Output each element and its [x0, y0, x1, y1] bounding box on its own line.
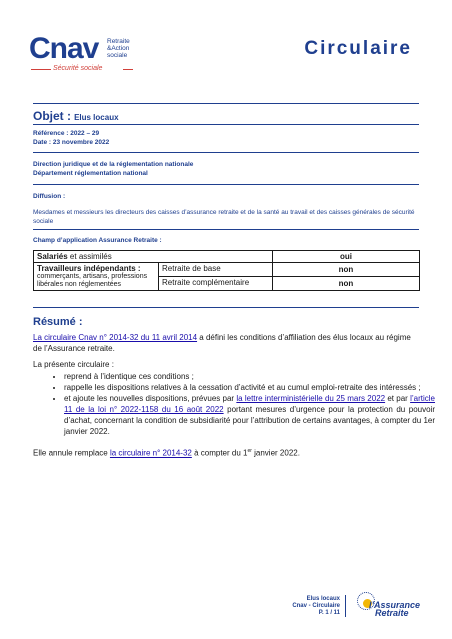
logo-sub-line1: Retraite [107, 38, 130, 45]
divider [33, 103, 419, 104]
list-item: • rappelle les dispositions relatives à la cessation d’activité et au cumul emploi-retraite des intéressés ; [64, 382, 435, 393]
independants-label: Travailleurs indépendants : [37, 264, 141, 273]
divider [33, 152, 419, 153]
cnav-logo [29, 34, 149, 74]
table-cell-retraite-base-value: non [273, 263, 420, 277]
table-cell-retraite-base: Retraite de base [159, 263, 273, 277]
assurance-retraite-logo [355, 590, 425, 620]
logo-dash-right [123, 69, 133, 70]
reference-block [33, 129, 109, 147]
champ-table [33, 250, 420, 291]
footer-doc-type: Cnav - Circulaire [292, 603, 340, 609]
divider [33, 124, 419, 125]
list-item: • reprend à l’identique ces conditions ; [64, 371, 435, 382]
circulaire-2014-32-link[interactable]: La circulaire Cnav n° 2014-32 du 11 avril 2014 [33, 333, 198, 342]
footer-subject: Elus locaux [306, 596, 340, 602]
direction-line2: Département réglementation national [33, 170, 148, 177]
document-type-title: Circulaire [304, 38, 412, 59]
table-cell-retraite-complementaire-value: non [273, 277, 420, 291]
salaries-label-rest: et assimilés [67, 252, 112, 261]
logo-dash-left [31, 69, 51, 70]
champ-label: Champ d’application Assurance Retraite : [33, 237, 162, 244]
table-row [34, 263, 420, 277]
reference-number: Référence : 2022 – 29 [33, 130, 100, 137]
objet-label: Objet : [33, 109, 71, 123]
assurance-retraite-wordmark [369, 601, 420, 617]
divider [33, 184, 419, 185]
bullet3-text-b: et par [385, 394, 411, 403]
resume-p1-text: a défini les conditions d’affiliation des élus locaux au régime de l’Assurance retraite. [33, 333, 411, 353]
bullet3-text-c: portant mesures d’urgence pour la protection du pouvoir d’achat, concernant la condition de subsidiarité pour l’attribution de certains avantages, à compter du 1er janvier 2022. [64, 405, 435, 436]
table-cell-independants [34, 263, 159, 291]
resume-bullet-list [50, 371, 435, 437]
p3-text-b: à compter du 1 [191, 448, 248, 458]
resume-paragraph-3 [33, 446, 421, 459]
table-cell-salaries [34, 251, 273, 263]
direction-line1: Direction juridique et de la réglementation nationale [33, 161, 194, 168]
p3-text-a: Elle annule remplace [33, 448, 110, 458]
independants-sub: commerçants, artisans, professions libérales non réglementées [37, 273, 148, 288]
logo-sub-line3: sociale [107, 52, 128, 59]
footer-info [292, 596, 340, 617]
footer-separator [345, 595, 346, 617]
article-11-loi-link[interactable]: l’article 11 de la loi n° 2022-1158 du 16 août 2022 [64, 394, 436, 414]
logo-wordmark: Cnav [29, 32, 99, 65]
resume-title: Résumé : [33, 316, 83, 328]
list-item [64, 393, 435, 437]
p3-text-c: janvier 2022. [251, 448, 300, 458]
table-row [34, 251, 420, 263]
circulaire-2014-32-short-link[interactable]: la circulaire n° 2014-32 [109, 448, 192, 458]
divider [33, 307, 419, 308]
table-cell-salaries-value: oui [273, 251, 420, 263]
objet-value: Elus locaux [74, 113, 119, 122]
brand-line2: Retraite [375, 608, 409, 618]
lettre-interministerielle-link[interactable]: la lettre interministérielle du 25 mars 2022 [236, 394, 386, 403]
resume-paragraph-1 [33, 332, 421, 354]
objet-heading [33, 109, 119, 123]
brand-line1: l’Assurance [369, 600, 421, 610]
footer-page-number: P. 1 / 11 [318, 610, 340, 616]
salaries-label: Salariés [37, 252, 68, 261]
diffusion-text: Mesdames et messieurs les directeurs des caisses d’assurance retraite et de la santé au travail et des caisses générales de sécurité sociale [33, 209, 415, 225]
resume-paragraph-2: La présente circulaire : [33, 360, 114, 369]
logo-sub-line2: &Action [107, 45, 130, 52]
reference-date: Date : 23 novembre 2022 [33, 139, 110, 146]
table-cell-retraite-complementaire: Retraite complémentaire [159, 277, 273, 291]
direction-block [33, 160, 193, 178]
divider [33, 229, 419, 230]
bullet3-text-a: et ajoute les nouvelles dispositions, prévues par [64, 394, 237, 403]
logo-secu-text: Sécurité sociale [53, 65, 103, 72]
logo-subtitle [107, 38, 130, 59]
p3-superscript: er [247, 448, 252, 454]
diffusion-label: Diffusion : [33, 193, 66, 200]
